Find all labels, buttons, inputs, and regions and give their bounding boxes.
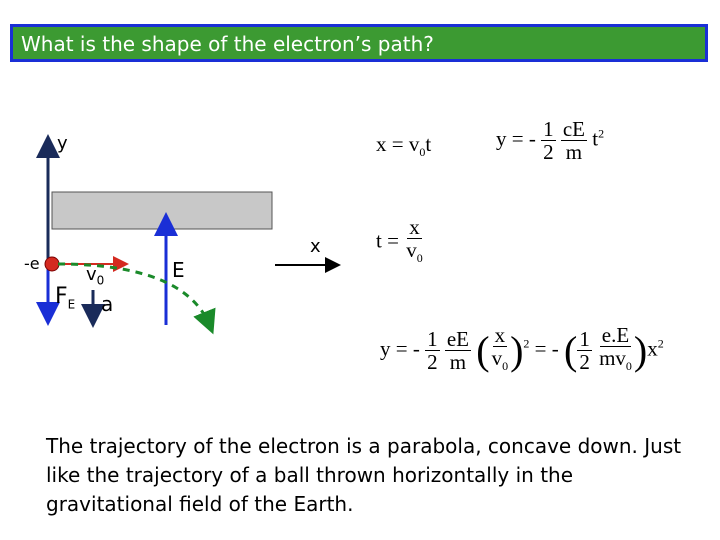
electron <box>45 257 59 271</box>
capacitor-plate <box>52 192 272 229</box>
acceleration-label: a <box>101 292 114 316</box>
x-axis-label: x <box>310 236 321 257</box>
y-axis-label: y <box>57 133 68 154</box>
equation-y-time: y = - $\frac{1}{2}$ $\frac{cE}{m}$ $t^2$ <box>496 117 605 164</box>
equation-x: $x = v_0t$ <box>376 132 432 160</box>
electron-path <box>58 264 210 326</box>
conclusion-text: The trajectory of the electron is a parabola, concave down. Just like the trajectory of a ball thrown horizontally in the gravitational field of the Earth. <box>46 434 682 516</box>
velocity-label: $v_0$ <box>86 264 105 288</box>
force-label: $F_E$ <box>55 284 76 312</box>
equation-y-x: y = - $\frac{1}{2}$ $\frac{eE}{m}$ ( $\frac{x}{v_0}$ )$^2$ = - ( $\frac{1}{2}$ $\frac{e.E}{mv_0}$ )$x^2$ <box>380 323 664 375</box>
field-label: E <box>172 258 185 282</box>
slide-title: What is the shape of the electron’s path? <box>21 32 434 56</box>
charge-label: -e <box>24 254 40 273</box>
equation-t: t = $\frac{x}{v_0}$ <box>376 215 423 266</box>
